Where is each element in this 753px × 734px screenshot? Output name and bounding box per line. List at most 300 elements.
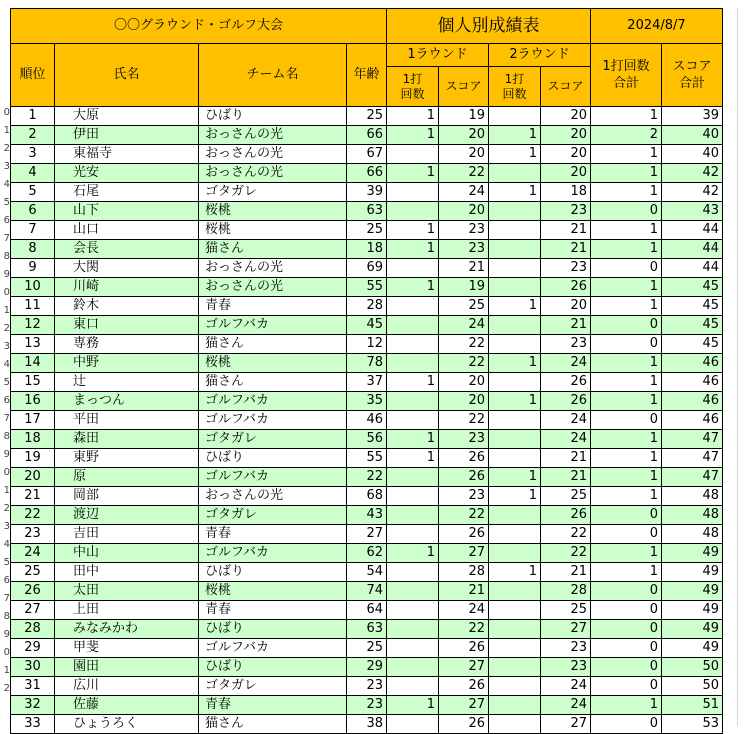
rank-cell[interactable]: 2 bbox=[11, 126, 55, 145]
r1-hio-cell[interactable]: 1 bbox=[387, 449, 439, 468]
r1-hio-cell[interactable] bbox=[387, 658, 439, 677]
row-header[interactable]: 6 bbox=[3, 575, 10, 586]
total-score-cell[interactable]: 46 bbox=[662, 411, 723, 430]
r1-score-cell[interactable]: 27 bbox=[439, 696, 489, 715]
r1-hio-cell[interactable] bbox=[387, 639, 439, 658]
team-cell[interactable]: ひばり bbox=[199, 620, 347, 639]
team-cell[interactable]: 桜桃 bbox=[199, 354, 347, 373]
column-r2-hio[interactable] bbox=[489, 67, 541, 107]
column-name[interactable]: 氏名 bbox=[55, 44, 199, 107]
r2-hio-cell[interactable] bbox=[489, 240, 541, 259]
total-hio-cell[interactable]: 0 bbox=[591, 620, 662, 639]
r1-hio-cell[interactable]: 1 bbox=[387, 544, 439, 563]
name-cell[interactable]: 伊田 bbox=[55, 126, 199, 145]
r2-score-cell[interactable]: 24 bbox=[541, 411, 591, 430]
total-score-cell[interactable]: 46 bbox=[662, 392, 723, 411]
r1-hio-cell[interactable] bbox=[387, 145, 439, 164]
rank-cell[interactable]: 26 bbox=[11, 582, 55, 601]
age-cell[interactable]: 27 bbox=[347, 525, 387, 544]
total-score-cell[interactable]: 49 bbox=[662, 582, 723, 601]
row-header[interactable]: 3 bbox=[3, 161, 10, 172]
r1-score-cell[interactable]: 22 bbox=[439, 335, 489, 354]
r1-hio-cell[interactable] bbox=[387, 354, 439, 373]
r1-hio-cell[interactable] bbox=[387, 392, 439, 411]
r2-hio-cell[interactable]: 1 bbox=[489, 354, 541, 373]
r1-score-cell[interactable]: 20 bbox=[439, 145, 489, 164]
total-hio-cell[interactable]: 0 bbox=[591, 335, 662, 354]
rank-cell[interactable]: 31 bbox=[11, 677, 55, 696]
r2-score-cell[interactable]: 26 bbox=[541, 278, 591, 297]
team-cell[interactable]: おっさんの光 bbox=[199, 164, 347, 183]
team-cell[interactable]: 猫さん bbox=[199, 715, 347, 734]
rank-cell[interactable]: 12 bbox=[11, 316, 55, 335]
r2-score-cell[interactable]: 24 bbox=[541, 354, 591, 373]
column-round1[interactable]: 1ラウンド bbox=[387, 44, 489, 67]
age-cell[interactable]: 64 bbox=[347, 601, 387, 620]
r1-hio-cell[interactable] bbox=[387, 620, 439, 639]
age-cell[interactable]: 55 bbox=[347, 278, 387, 297]
r2-score-cell[interactable]: 21 bbox=[541, 221, 591, 240]
total-score-cell[interactable]: 42 bbox=[662, 183, 723, 202]
row-header[interactable]: 4 bbox=[3, 359, 10, 370]
rank-cell[interactable]: 28 bbox=[11, 620, 55, 639]
name-cell[interactable]: 辻 bbox=[55, 373, 199, 392]
r1-hio-cell[interactable]: 1 bbox=[387, 107, 439, 126]
rank-cell[interactable]: 7 bbox=[11, 221, 55, 240]
r1-hio-cell[interactable] bbox=[387, 297, 439, 316]
row-header[interactable]: 7 bbox=[3, 593, 10, 604]
rank-cell[interactable]: 18 bbox=[11, 430, 55, 449]
r1-score-cell[interactable]: 20 bbox=[439, 373, 489, 392]
r2-score-cell[interactable]: 20 bbox=[541, 107, 591, 126]
total-hio-cell[interactable]: 0 bbox=[591, 202, 662, 221]
row-header[interactable]: 2 bbox=[3, 683, 10, 694]
r2-score-cell[interactable]: 26 bbox=[541, 506, 591, 525]
team-cell[interactable]: ゴルフバカ bbox=[199, 468, 347, 487]
age-cell[interactable]: 29 bbox=[347, 658, 387, 677]
r2-hio-cell[interactable]: 1 bbox=[489, 126, 541, 145]
r1-score-cell[interactable]: 23 bbox=[439, 221, 489, 240]
r1-score-cell[interactable]: 19 bbox=[439, 107, 489, 126]
column-r1-score[interactable]: スコア bbox=[439, 67, 489, 107]
r2-score-cell[interactable]: 24 bbox=[541, 696, 591, 715]
r1-hio-cell[interactable]: 1 bbox=[387, 696, 439, 715]
r1-hio-cell[interactable] bbox=[387, 715, 439, 734]
r1-hio-cell[interactable] bbox=[387, 525, 439, 544]
row-header[interactable]: 0 bbox=[3, 647, 10, 658]
r1-hio-cell[interactable] bbox=[387, 487, 439, 506]
age-cell[interactable]: 37 bbox=[347, 373, 387, 392]
team-cell[interactable]: 桜桃 bbox=[199, 202, 347, 221]
total-score-cell[interactable]: 42 bbox=[662, 164, 723, 183]
r1-hio-cell[interactable]: 1 bbox=[387, 126, 439, 145]
name-cell[interactable]: 東野 bbox=[55, 449, 199, 468]
name-cell[interactable]: 専務 bbox=[55, 335, 199, 354]
total-hio-cell[interactable]: 0 bbox=[591, 316, 662, 335]
r1-score-cell[interactable]: 22 bbox=[439, 411, 489, 430]
row-header[interactable]: 1 bbox=[3, 125, 10, 136]
r2-score-cell[interactable]: 23 bbox=[541, 202, 591, 221]
name-cell[interactable]: 光安 bbox=[55, 164, 199, 183]
row-header[interactable]: 3 bbox=[3, 341, 10, 352]
row-header[interactable]: 5 bbox=[3, 197, 10, 208]
age-cell[interactable]: 68 bbox=[347, 487, 387, 506]
rank-cell[interactable]: 14 bbox=[11, 354, 55, 373]
row-header[interactable]: 4 bbox=[3, 539, 10, 550]
r2-score-cell[interactable]: 20 bbox=[541, 164, 591, 183]
r1-hio-cell[interactable] bbox=[387, 601, 439, 620]
total-hio-cell[interactable]: 1 bbox=[591, 183, 662, 202]
total-score-cell[interactable]: 39 bbox=[662, 107, 723, 126]
r2-score-cell[interactable]: 26 bbox=[541, 373, 591, 392]
r1-score-cell[interactable]: 20 bbox=[439, 392, 489, 411]
r2-score-cell[interactable]: 21 bbox=[541, 468, 591, 487]
column-round2[interactable]: 2ラウンド bbox=[489, 44, 591, 67]
column-total-score[interactable] bbox=[662, 44, 723, 107]
r2-hio-cell[interactable]: 1 bbox=[489, 468, 541, 487]
r1-hio-cell[interactable]: 1 bbox=[387, 430, 439, 449]
total-score-cell[interactable]: 46 bbox=[662, 373, 723, 392]
row-header[interactable]: 1 bbox=[3, 305, 10, 316]
team-cell[interactable]: ゴルフバカ bbox=[199, 639, 347, 658]
total-hio-cell[interactable]: 1 bbox=[591, 544, 662, 563]
total-score-cell[interactable]: 45 bbox=[662, 297, 723, 316]
total-hio-cell[interactable]: 1 bbox=[591, 240, 662, 259]
r1-hio-cell[interactable] bbox=[387, 677, 439, 696]
total-hio-cell[interactable]: 1 bbox=[591, 563, 662, 582]
age-cell[interactable]: 38 bbox=[347, 715, 387, 734]
r2-score-cell[interactable]: 22 bbox=[541, 525, 591, 544]
team-cell[interactable]: 青春 bbox=[199, 297, 347, 316]
total-score-cell[interactable]: 40 bbox=[662, 126, 723, 145]
row-header[interactable]: 6 bbox=[3, 395, 10, 406]
rank-cell[interactable]: 30 bbox=[11, 658, 55, 677]
r2-hio-cell[interactable] bbox=[489, 373, 541, 392]
r2-score-cell[interactable]: 23 bbox=[541, 658, 591, 677]
total-score-cell[interactable]: 48 bbox=[662, 506, 723, 525]
r1-score-cell[interactable]: 23 bbox=[439, 240, 489, 259]
r1-hio-cell[interactable] bbox=[387, 411, 439, 430]
r2-hio-cell[interactable] bbox=[489, 658, 541, 677]
rank-cell[interactable]: 32 bbox=[11, 696, 55, 715]
r1-score-cell[interactable]: 26 bbox=[439, 468, 489, 487]
column-age[interactable]: 年齢 bbox=[347, 44, 387, 107]
total-score-cell[interactable]: 49 bbox=[662, 563, 723, 582]
row-header[interactable]: 0 bbox=[3, 467, 10, 478]
r2-score-cell[interactable]: 24 bbox=[541, 677, 591, 696]
r1-score-cell[interactable]: 21 bbox=[439, 259, 489, 278]
team-cell[interactable]: ゴルフバカ bbox=[199, 544, 347, 563]
team-cell[interactable]: ひばり bbox=[199, 658, 347, 677]
total-hio-cell[interactable]: 1 bbox=[591, 354, 662, 373]
r2-hio-cell[interactable] bbox=[489, 696, 541, 715]
r1-score-cell[interactable]: 20 bbox=[439, 202, 489, 221]
total-score-cell[interactable]: 49 bbox=[662, 601, 723, 620]
r1-hio-cell[interactable]: 1 bbox=[387, 373, 439, 392]
row-header[interactable]: 0 bbox=[3, 107, 10, 118]
name-cell[interactable]: 石尾 bbox=[55, 183, 199, 202]
rank-cell[interactable]: 25 bbox=[11, 563, 55, 582]
total-score-cell[interactable]: 47 bbox=[662, 468, 723, 487]
row-header[interactable]: 2 bbox=[3, 323, 10, 334]
age-cell[interactable]: 74 bbox=[347, 582, 387, 601]
column-r2-score[interactable]: スコア bbox=[541, 67, 591, 107]
name-cell[interactable]: 太田 bbox=[55, 582, 199, 601]
team-cell[interactable]: おっさんの光 bbox=[199, 278, 347, 297]
name-cell[interactable]: 田中 bbox=[55, 563, 199, 582]
empty-column[interactable] bbox=[737, 8, 753, 726]
total-hio-cell[interactable]: 1 bbox=[591, 449, 662, 468]
age-cell[interactable]: 69 bbox=[347, 259, 387, 278]
row-header[interactable]: 9 bbox=[3, 269, 10, 280]
team-cell[interactable]: 猫さん bbox=[199, 335, 347, 354]
r2-hio-cell[interactable]: 1 bbox=[489, 145, 541, 164]
r2-hio-cell[interactable]: 1 bbox=[489, 297, 541, 316]
r2-score-cell[interactable]: 26 bbox=[541, 392, 591, 411]
row-header[interactable]: 6 bbox=[3, 215, 10, 226]
r2-hio-cell[interactable] bbox=[489, 411, 541, 430]
total-hio-cell[interactable]: 0 bbox=[591, 601, 662, 620]
team-cell[interactable]: 桜桃 bbox=[199, 221, 347, 240]
r2-score-cell[interactable]: 23 bbox=[541, 639, 591, 658]
name-cell[interactable]: 山口 bbox=[55, 221, 199, 240]
r1-hio-cell[interactable] bbox=[387, 335, 439, 354]
r2-score-cell[interactable]: 20 bbox=[541, 145, 591, 164]
r1-hio-cell[interactable] bbox=[387, 259, 439, 278]
age-cell[interactable]: 23 bbox=[347, 696, 387, 715]
rank-cell[interactable]: 33 bbox=[11, 715, 55, 734]
rank-cell[interactable]: 1 bbox=[11, 107, 55, 126]
r1-score-cell[interactable]: 24 bbox=[439, 183, 489, 202]
total-hio-cell[interactable]: 0 bbox=[591, 582, 662, 601]
r1-score-cell[interactable]: 28 bbox=[439, 563, 489, 582]
r2-hio-cell[interactable] bbox=[489, 677, 541, 696]
age-cell[interactable]: 63 bbox=[347, 620, 387, 639]
total-score-cell[interactable]: 50 bbox=[662, 658, 723, 677]
r1-score-cell[interactable]: 24 bbox=[439, 316, 489, 335]
rank-cell[interactable]: 5 bbox=[11, 183, 55, 202]
r1-hio-cell[interactable] bbox=[387, 202, 439, 221]
r1-hio-cell[interactable]: 1 bbox=[387, 240, 439, 259]
r2-score-cell[interactable]: 24 bbox=[541, 430, 591, 449]
r2-hio-cell[interactable] bbox=[489, 620, 541, 639]
r2-hio-cell[interactable] bbox=[489, 335, 541, 354]
total-hio-cell[interactable]: 1 bbox=[591, 373, 662, 392]
team-cell[interactable]: おっさんの光 bbox=[199, 126, 347, 145]
event-date[interactable]: 2024/8/7 bbox=[591, 9, 723, 44]
row-header[interactable]: 8 bbox=[3, 431, 10, 442]
team-cell[interactable]: 猫さん bbox=[199, 240, 347, 259]
total-hio-cell[interactable]: 0 bbox=[591, 639, 662, 658]
rank-cell[interactable]: 16 bbox=[11, 392, 55, 411]
age-cell[interactable]: 66 bbox=[347, 164, 387, 183]
name-cell[interactable]: 甲斐 bbox=[55, 639, 199, 658]
r1-score-cell[interactable]: 24 bbox=[439, 601, 489, 620]
team-cell[interactable]: おっさんの光 bbox=[199, 259, 347, 278]
event-title[interactable]: 〇〇グラウンド・ゴルフ大会 bbox=[11, 9, 387, 44]
total-hio-cell[interactable]: 0 bbox=[591, 525, 662, 544]
name-cell[interactable]: 中野 bbox=[55, 354, 199, 373]
total-hio-cell[interactable]: 1 bbox=[591, 696, 662, 715]
total-score-cell[interactable]: 47 bbox=[662, 449, 723, 468]
r2-hio-cell[interactable] bbox=[489, 221, 541, 240]
name-cell[interactable]: 原 bbox=[55, 468, 199, 487]
row-header[interactable]: 2 bbox=[3, 503, 10, 514]
team-cell[interactable]: ひばり bbox=[199, 107, 347, 126]
row-header[interactable]: 9 bbox=[3, 449, 10, 460]
age-cell[interactable]: 66 bbox=[347, 126, 387, 145]
total-hio-cell[interactable]: 1 bbox=[591, 221, 662, 240]
total-hio-cell[interactable]: 0 bbox=[591, 658, 662, 677]
r2-score-cell[interactable]: 25 bbox=[541, 601, 591, 620]
name-cell[interactable]: 上田 bbox=[55, 601, 199, 620]
rank-cell[interactable]: 24 bbox=[11, 544, 55, 563]
r1-score-cell[interactable]: 26 bbox=[439, 639, 489, 658]
team-cell[interactable]: ひばり bbox=[199, 563, 347, 582]
r2-score-cell[interactable]: 23 bbox=[541, 259, 591, 278]
total-hio-cell[interactable]: 1 bbox=[591, 487, 662, 506]
r1-hio-cell[interactable] bbox=[387, 183, 439, 202]
r2-score-cell[interactable]: 21 bbox=[541, 563, 591, 582]
age-cell[interactable]: 78 bbox=[347, 354, 387, 373]
sheet-title[interactable]: 個人別成績表 bbox=[387, 9, 591, 44]
r2-hio-cell[interactable] bbox=[489, 525, 541, 544]
r2-score-cell[interactable]: 27 bbox=[541, 620, 591, 639]
r1-score-cell[interactable]: 26 bbox=[439, 525, 489, 544]
age-cell[interactable]: 63 bbox=[347, 202, 387, 221]
rank-cell[interactable]: 3 bbox=[11, 145, 55, 164]
total-score-cell[interactable]: 47 bbox=[662, 430, 723, 449]
team-cell[interactable]: ゴタガレ bbox=[199, 677, 347, 696]
total-hio-cell[interactable]: 1 bbox=[591, 392, 662, 411]
r2-score-cell[interactable]: 28 bbox=[541, 582, 591, 601]
r1-hio-cell[interactable]: 1 bbox=[387, 164, 439, 183]
r2-score-cell[interactable]: 25 bbox=[541, 487, 591, 506]
r2-score-cell[interactable]: 18 bbox=[541, 183, 591, 202]
r1-score-cell[interactable]: 23 bbox=[439, 487, 489, 506]
r2-hio-cell[interactable]: 1 bbox=[489, 563, 541, 582]
age-cell[interactable]: 45 bbox=[347, 316, 387, 335]
total-hio-cell[interactable]: 1 bbox=[591, 107, 662, 126]
age-cell[interactable]: 56 bbox=[347, 430, 387, 449]
total-score-cell[interactable]: 50 bbox=[662, 677, 723, 696]
r1-score-cell[interactable]: 21 bbox=[439, 582, 489, 601]
total-score-cell[interactable]: 53 bbox=[662, 715, 723, 734]
r2-hio-cell[interactable] bbox=[489, 259, 541, 278]
row-header[interactable]: 4 bbox=[3, 179, 10, 190]
total-hio-cell[interactable]: 1 bbox=[591, 468, 662, 487]
total-hio-cell[interactable]: 1 bbox=[591, 164, 662, 183]
team-cell[interactable]: ゴルフバカ bbox=[199, 411, 347, 430]
total-score-cell[interactable]: 48 bbox=[662, 487, 723, 506]
r2-score-cell[interactable]: 21 bbox=[541, 316, 591, 335]
total-score-cell[interactable]: 44 bbox=[662, 259, 723, 278]
total-score-cell[interactable]: 45 bbox=[662, 278, 723, 297]
r2-hio-cell[interactable] bbox=[489, 601, 541, 620]
row-header[interactable]: 3 bbox=[3, 521, 10, 532]
total-score-cell[interactable]: 49 bbox=[662, 544, 723, 563]
total-hio-cell[interactable]: 2 bbox=[591, 126, 662, 145]
column-team[interactable]: チーム名 bbox=[199, 44, 347, 107]
total-hio-cell[interactable]: 0 bbox=[591, 715, 662, 734]
age-cell[interactable]: 67 bbox=[347, 145, 387, 164]
rank-cell[interactable]: 9 bbox=[11, 259, 55, 278]
name-cell[interactable]: 森田 bbox=[55, 430, 199, 449]
r2-hio-cell[interactable] bbox=[489, 715, 541, 734]
r2-hio-cell[interactable] bbox=[489, 506, 541, 525]
age-cell[interactable]: 55 bbox=[347, 449, 387, 468]
age-cell[interactable]: 35 bbox=[347, 392, 387, 411]
r2-score-cell[interactable]: 22 bbox=[541, 544, 591, 563]
age-cell[interactable]: 12 bbox=[347, 335, 387, 354]
age-cell[interactable]: 54 bbox=[347, 563, 387, 582]
r1-score-cell[interactable]: 26 bbox=[439, 449, 489, 468]
r2-hio-cell[interactable] bbox=[489, 639, 541, 658]
age-cell[interactable]: 25 bbox=[347, 107, 387, 126]
age-cell[interactable]: 25 bbox=[347, 639, 387, 658]
r2-score-cell[interactable]: 23 bbox=[541, 335, 591, 354]
team-cell[interactable]: ひばり bbox=[199, 449, 347, 468]
r1-score-cell[interactable]: 23 bbox=[439, 430, 489, 449]
name-cell[interactable]: まっつん bbox=[55, 392, 199, 411]
name-cell[interactable]: 鈴木 bbox=[55, 297, 199, 316]
total-hio-cell[interactable]: 1 bbox=[591, 297, 662, 316]
name-cell[interactable]: 吉田 bbox=[55, 525, 199, 544]
total-score-cell[interactable]: 45 bbox=[662, 316, 723, 335]
rank-cell[interactable]: 21 bbox=[11, 487, 55, 506]
total-score-cell[interactable]: 45 bbox=[662, 335, 723, 354]
name-cell[interactable]: 渡辺 bbox=[55, 506, 199, 525]
column-r1-hio[interactable] bbox=[387, 67, 439, 107]
age-cell[interactable]: 23 bbox=[347, 677, 387, 696]
team-cell[interactable]: ゴルフバカ bbox=[199, 392, 347, 411]
r2-hio-cell[interactable]: 1 bbox=[489, 487, 541, 506]
rank-cell[interactable]: 11 bbox=[11, 297, 55, 316]
rank-cell[interactable]: 10 bbox=[11, 278, 55, 297]
r1-score-cell[interactable]: 26 bbox=[439, 677, 489, 696]
rank-cell[interactable]: 23 bbox=[11, 525, 55, 544]
r1-score-cell[interactable]: 22 bbox=[439, 354, 489, 373]
r1-score-cell[interactable]: 19 bbox=[439, 278, 489, 297]
column-rank[interactable]: 順位 bbox=[11, 44, 55, 107]
name-cell[interactable]: みなみかわ bbox=[55, 620, 199, 639]
rank-cell[interactable]: 4 bbox=[11, 164, 55, 183]
row-header[interactable]: 8 bbox=[3, 611, 10, 622]
age-cell[interactable]: 39 bbox=[347, 183, 387, 202]
row-header[interactable]: 8 bbox=[3, 251, 10, 262]
r1-score-cell[interactable]: 26 bbox=[439, 715, 489, 734]
team-cell[interactable]: 青春 bbox=[199, 601, 347, 620]
name-cell[interactable]: 東口 bbox=[55, 316, 199, 335]
r1-hio-cell[interactable] bbox=[387, 506, 439, 525]
team-cell[interactable]: ゴタガレ bbox=[199, 430, 347, 449]
team-cell[interactable]: ゴタガレ bbox=[199, 506, 347, 525]
r2-hio-cell[interactable]: 1 bbox=[489, 183, 541, 202]
r1-hio-cell[interactable] bbox=[387, 582, 439, 601]
team-cell[interactable]: 猫さん bbox=[199, 373, 347, 392]
name-cell[interactable]: 平田 bbox=[55, 411, 199, 430]
total-score-cell[interactable]: 48 bbox=[662, 525, 723, 544]
age-cell[interactable]: 46 bbox=[347, 411, 387, 430]
age-cell[interactable]: 22 bbox=[347, 468, 387, 487]
rank-cell[interactable]: 22 bbox=[11, 506, 55, 525]
total-score-cell[interactable]: 46 bbox=[662, 354, 723, 373]
name-cell[interactable]: 広川 bbox=[55, 677, 199, 696]
name-cell[interactable]: 中山 bbox=[55, 544, 199, 563]
total-score-cell[interactable]: 49 bbox=[662, 639, 723, 658]
r2-score-cell[interactable]: 20 bbox=[541, 297, 591, 316]
r2-hio-cell[interactable] bbox=[489, 316, 541, 335]
